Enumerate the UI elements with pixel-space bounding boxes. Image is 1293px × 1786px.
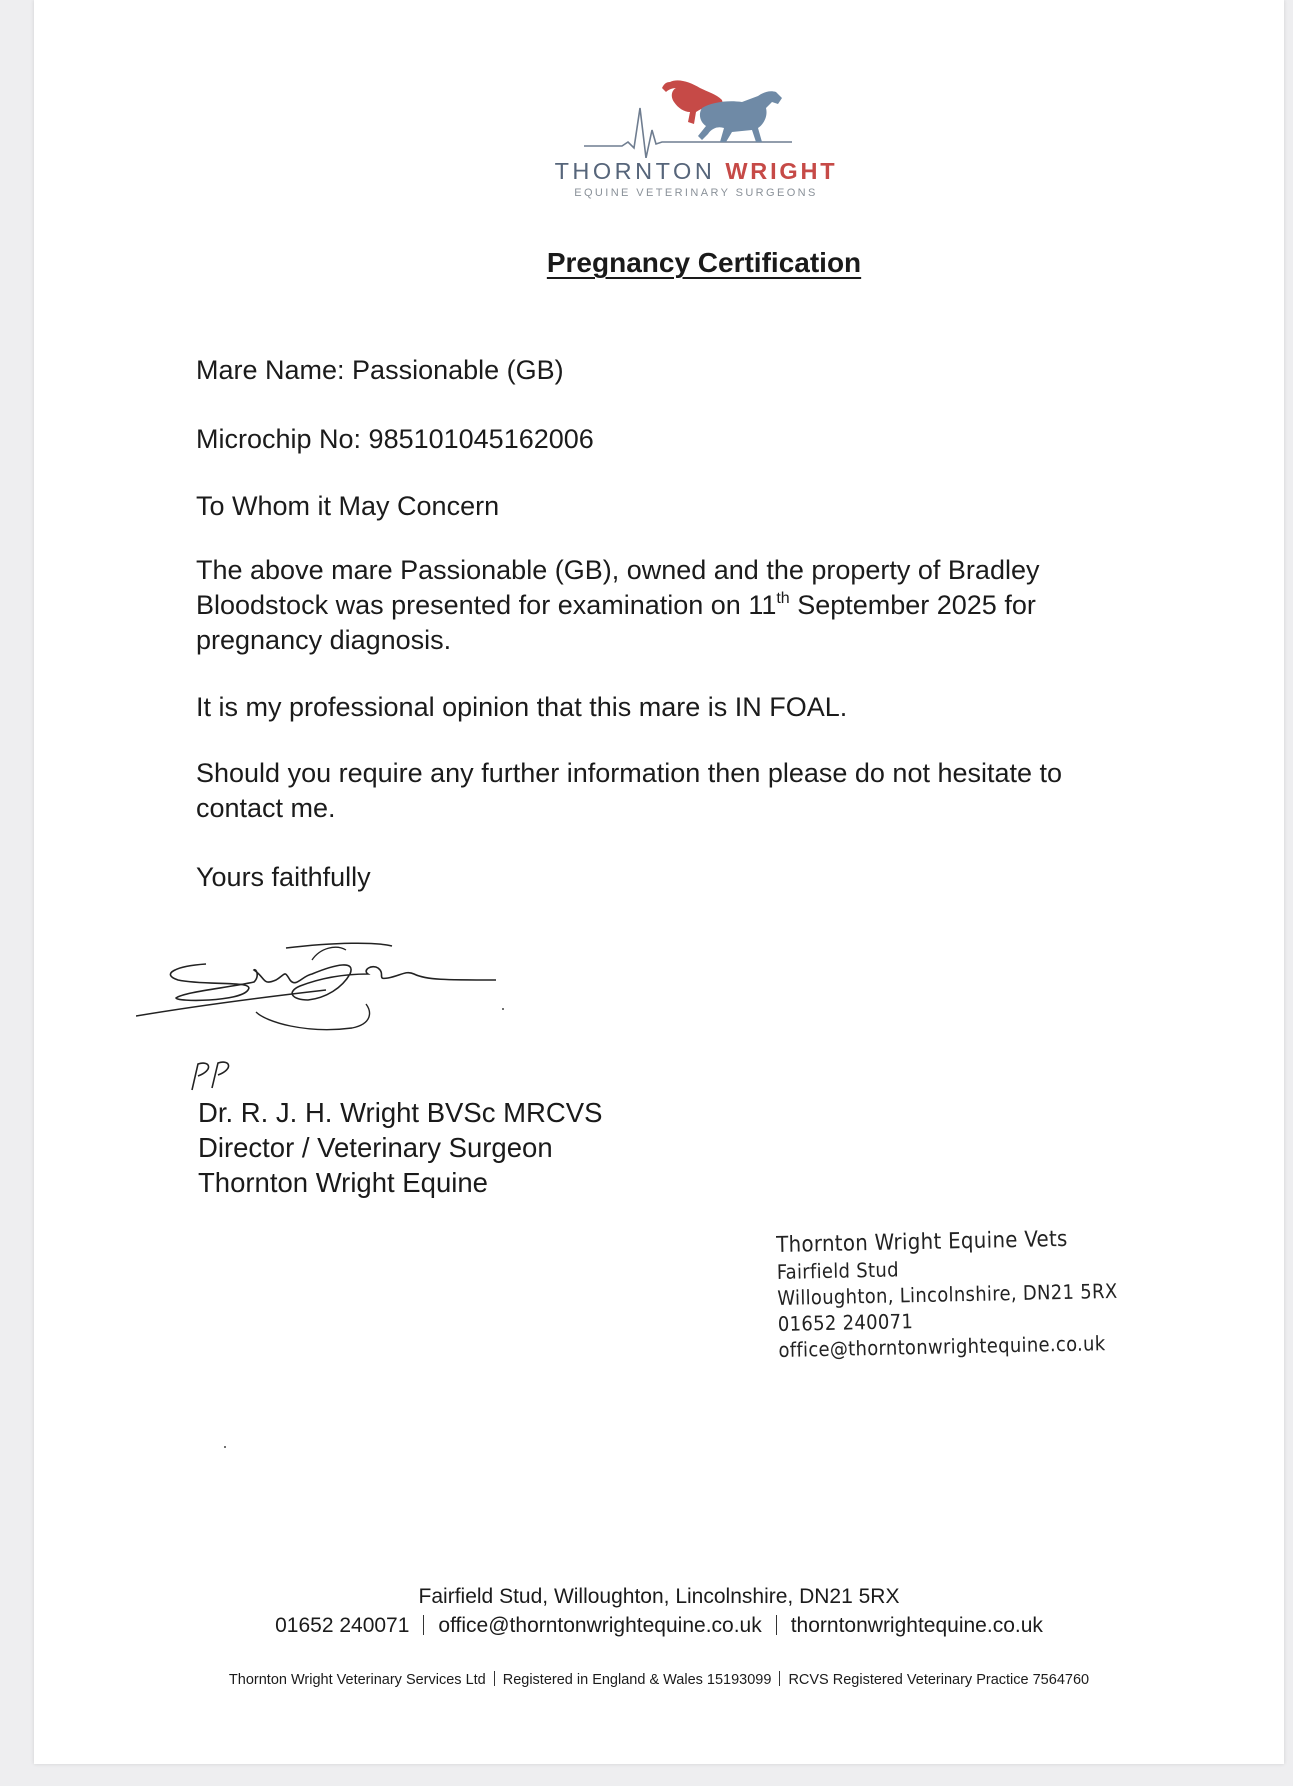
handwritten-signature: [136, 940, 556, 1060]
examination-paragraph: [196, 553, 1176, 658]
brand-tagline: EQUINE VETERINARY SURGEONS: [574, 187, 818, 199]
further-information-paragraph: [196, 756, 1176, 826]
brand-name-part1: THORNTON: [554, 158, 716, 184]
ordinal-suffix: th: [776, 590, 790, 607]
signer-company: Thornton Wright Equine: [198, 1167, 488, 1198]
separator: [494, 1671, 495, 1686]
paragraph-line: [196, 588, 1176, 623]
brand-name-part2: WRIGHT: [725, 158, 838, 184]
paragraph-text: September 2025 for: [789, 590, 1036, 620]
paragraph-text: Bloodstock was presented for examination on 11: [196, 590, 777, 620]
footer-registration: Registered in England & Wales 15193099: [502, 1672, 772, 1688]
pp-handwritten-mark: [186, 1058, 246, 1092]
footer-legal: [34, 1671, 1284, 1688]
stamp-line: 01652 240071: [777, 1309, 914, 1336]
microchip-number: Microchip No: 985101045162006: [196, 424, 594, 454]
brand-name: [531, 158, 861, 185]
footer-phone: 01652 240071: [275, 1614, 410, 1637]
certificate-page: [34, 0, 1284, 1764]
paragraph-line: Should you require any further information then please do not hesitate to: [196, 758, 1063, 788]
footer-address: Fairfield Stud, Willoughton, Lincolnshire, DN21 5RX: [418, 1585, 900, 1608]
separator: [779, 1671, 780, 1686]
stamp-line: Willoughton, Lincolnshire, DN21 5RX: [777, 1278, 1118, 1310]
document-title: Pregnancy Certification: [546, 247, 862, 278]
separator: [776, 1615, 777, 1635]
salutation: To Whom it May Concern: [196, 491, 500, 521]
separator: [423, 1615, 424, 1635]
horse-logo-icon: [582, 78, 802, 158]
ink-speck: [502, 1008, 504, 1010]
footer-email: office@thorntonwrightequine.co.uk: [438, 1614, 762, 1637]
practice-stamp: [776, 1224, 1199, 1363]
ink-speck: [224, 1446, 226, 1448]
paragraph-line: pregnancy diagnosis.: [196, 625, 452, 655]
closing: Yours faithfully: [196, 862, 371, 892]
footer-company: Thornton Wright Veterinary Services Ltd: [228, 1672, 486, 1688]
footer-contacts: [34, 1614, 1284, 1638]
stamp-line: office@thorntonwrightequine.co.uk: [778, 1331, 1106, 1362]
signer-role: Director / Veterinary Surgeon: [198, 1132, 553, 1163]
stamp-line: Fairfield Stud: [776, 1257, 900, 1284]
signer-name: Dr. R. J. H. Wright BVSc MRCVS: [198, 1097, 603, 1128]
stamp-line: Thornton Wright Equine Vets: [776, 1226, 1068, 1258]
footer-website: thorntonwrightequine.co.uk: [790, 1614, 1043, 1637]
opinion-statement: It is my professional opinion that this mare is IN FOAL.: [196, 692, 848, 722]
footer-rcvs: RCVS Registered Veterinary Practice 7564760: [788, 1672, 1090, 1688]
mare-name: Mare Name: Passionable (GB): [196, 355, 564, 385]
paragraph-line: contact me.: [196, 793, 336, 823]
paragraph-line: The above mare Passionable (GB), owned and the property of Bradley: [196, 555, 1040, 585]
